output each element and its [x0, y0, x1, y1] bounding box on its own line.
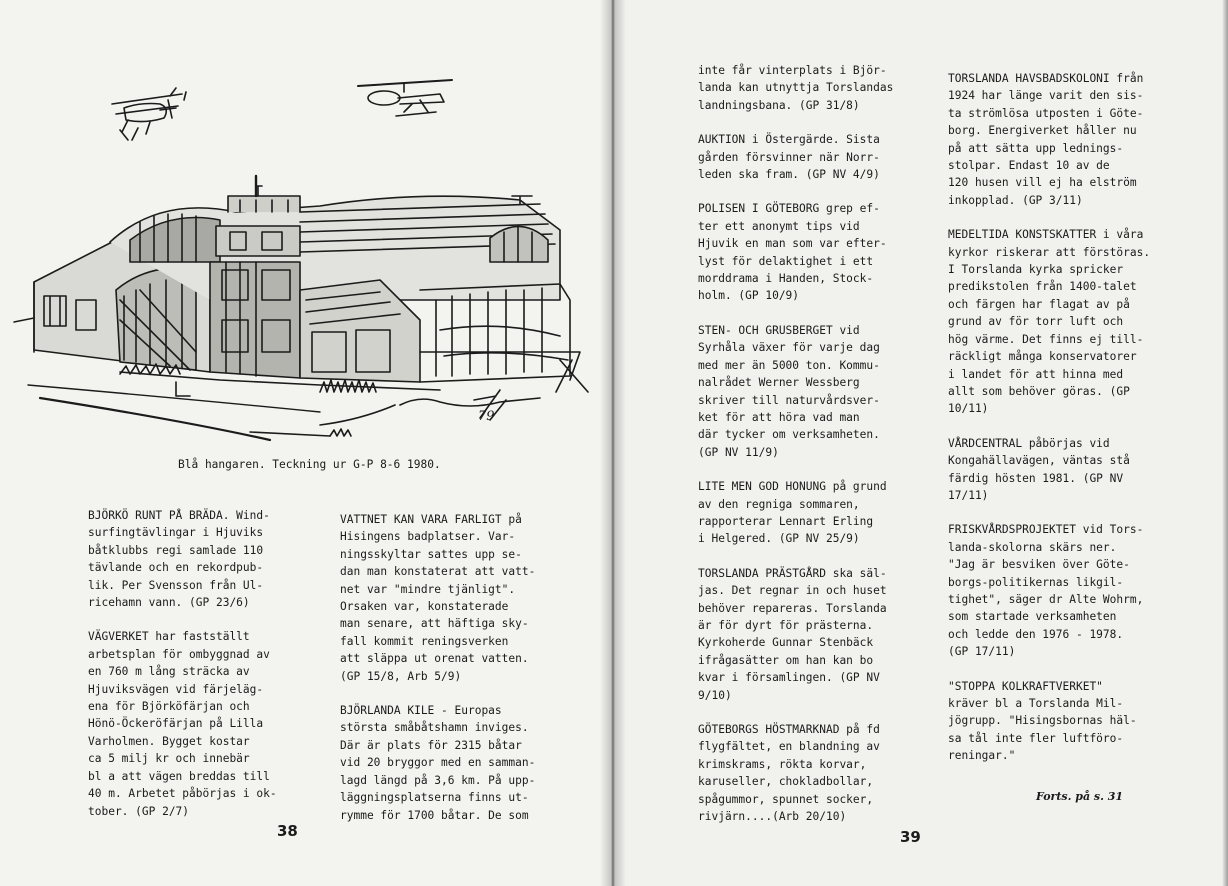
text-line: "STOPPA KOLKRAFTVERKET"	[948, 679, 1103, 693]
text-line: att släppa ut orenat vatten.	[340, 652, 529, 666]
text-line: Orsaken var, konstaterade	[340, 600, 509, 614]
text-line: I Torslanda kyrka spricker	[948, 263, 1124, 277]
signature: 79	[478, 409, 495, 424]
text-line: i landet för att hinna med	[948, 367, 1124, 381]
text-line: Hisingens badplatser. Var-	[340, 530, 516, 544]
text-line: ket för att höra vad man	[698, 410, 860, 424]
text-line: Varholmen. Bygget kostar	[88, 734, 250, 748]
text-line: STEN- OCH GRUSBERGET vid	[698, 323, 860, 337]
news-item	[698, 131, 893, 183]
text-line: jögrupp. "Hisingsbornas häl-	[948, 714, 1137, 728]
text-line: i Helgered. (GP NV 25/9)	[698, 532, 860, 546]
text-line: net var "mindre tjänligt".	[340, 582, 516, 596]
helicopter-icon	[358, 80, 452, 116]
text-line: Syrhåla växer för varje dag	[698, 341, 880, 355]
text-line: läggningsplatserna finns ut-	[340, 791, 529, 805]
right-page-column-1	[698, 62, 893, 842]
text-line: med mer än 5000 ton. Kommu-	[698, 358, 880, 372]
text-line: en 760 m lång sträcka av	[88, 665, 250, 679]
text-line: på att sätta upp lednings-	[948, 141, 1124, 155]
text-line: kvar i församlingen. (GP NV	[698, 671, 880, 685]
text-line: rivjärn....(Arb 20/10)	[698, 810, 847, 824]
text-line: ricehamn vann. (GP 23/6)	[88, 596, 250, 610]
text-line: vid 20 bryggor med en samman-	[340, 756, 536, 770]
text-line: båtklubbs regi samlade 110	[88, 543, 264, 557]
page-number: 38	[277, 822, 298, 840]
text-line: som startade verksamheten	[948, 610, 1117, 624]
left-page	[0, 0, 612, 886]
text-line: 10/11)	[948, 402, 989, 416]
text-line: ta strömlösa utposten i Göte-	[948, 106, 1144, 120]
text-line: krimskrams, rökta korvar,	[698, 757, 867, 771]
news-item	[698, 478, 893, 548]
text-line: karuseller, chokladbollar,	[698, 775, 874, 789]
text-line: och ledde den 1976 - 1978.	[948, 627, 1124, 641]
text-line: fall kommit reningsverken	[340, 634, 509, 648]
text-line: morddrama i Handen, Stock-	[698, 272, 874, 286]
text-line: (GP 15/8, Arb 5/9)	[340, 669, 462, 683]
text-line: stolpar. Endast 10 av de	[948, 159, 1110, 173]
text-line: (GP NV 11/9)	[698, 445, 779, 459]
text-line: Kyrkoherde Gunnar Stenbäck	[698, 636, 874, 650]
text-line: rymme för 1700 båtar. De som	[340, 808, 529, 822]
text-line: lagd längd på 3,6 km. På upp-	[340, 773, 536, 787]
text-line: landningsbana. (GP 31/8)	[698, 98, 860, 112]
text-line: ca 5 milj kr och innebär	[88, 752, 250, 766]
text-line: GÖTEBORGS HÖSTMARKNAD på fd	[698, 723, 880, 736]
text-line: (GP 17/11)	[948, 645, 1016, 659]
text-line: räckligt många konservatorer	[948, 350, 1137, 364]
news-item	[948, 521, 1150, 660]
text-line: lik. Per Svensson från Ul-	[88, 578, 264, 592]
news-item	[698, 565, 893, 704]
text-line: gården försvinner när Norr-	[698, 150, 880, 164]
text-line: landa-skolorna skärs ner.	[948, 540, 1117, 554]
text-line: AUKTION i Östergärde. Sista	[698, 133, 880, 147]
text-line: landa kan utnyttja Torslandas	[698, 81, 894, 95]
text-line: VATTNET KAN VARA FARLIGT på	[340, 513, 522, 526]
text-line: tober. (GP 2/7)	[88, 804, 190, 818]
text-line: FRISKVÅRDSPROJEKTET vid Tors-	[948, 523, 1144, 537]
news-item	[948, 226, 1150, 417]
news-item	[340, 511, 535, 685]
illustration-caption: Blå hangaren. Teckning ur G-P 8-6 1980.	[178, 458, 441, 471]
text-line: holm. (GP 10/9)	[698, 289, 800, 303]
text-line: MEDELTIDA KONSTSKATTER i våra	[948, 228, 1144, 242]
text-line: borgs-politikernas likgil-	[948, 575, 1124, 589]
text-line: ningsskyltar sattes upp se-	[340, 547, 522, 561]
text-line: tighet", säger dr Alte Wohrm,	[948, 592, 1144, 606]
book-gutter	[600, 0, 626, 886]
text-line: kyrkor riskerar att förstöras.	[948, 245, 1151, 259]
text-line: skriver till naturvårdsver-	[698, 393, 880, 407]
page-number: 39	[900, 828, 921, 846]
text-line: kräver bl a Torslanda Mil-	[948, 697, 1124, 710]
text-line: bl a att vägen breddas till	[88, 769, 270, 783]
right-page	[612, 0, 1228, 886]
news-item	[948, 678, 1150, 765]
text-line: reningar."	[948, 749, 1016, 763]
text-line: 120 husen vill ej ha elström	[948, 176, 1137, 190]
news-item	[698, 322, 893, 461]
text-line: av den regniga sommaren,	[698, 497, 860, 511]
text-line: "Jag är besviken över Göte-	[948, 558, 1130, 572]
text-line: sa tål inte fler luftföro-	[948, 731, 1124, 745]
text-line: inte får vinterplats i Björ-	[698, 64, 887, 77]
news-item	[88, 628, 277, 819]
text-line: Där är plats för 2315 båtar	[340, 738, 522, 752]
text-line: färdig hösten 1981. (GP NV	[948, 471, 1124, 485]
right-page-column-2	[948, 70, 1150, 782]
text-line: och färgen har flagat av på	[948, 297, 1130, 311]
text-line: 17/11)	[948, 488, 989, 502]
news-item	[948, 435, 1150, 505]
text-line: 9/10)	[698, 688, 732, 702]
text-line: tävlande och en rekordpub-	[88, 561, 264, 575]
text-line: TORSLANDA HAVSBADSKOLONI från	[948, 72, 1144, 85]
text-line: allt som behöver göras. (GP	[948, 384, 1130, 398]
text-line: största småbåtshamn inviges.	[340, 721, 529, 735]
text-line: hög värme. Det finns ej till-	[948, 332, 1144, 346]
text-line: grund av för torr luft och	[948, 315, 1124, 329]
hangar-illustration	[0, 0, 600, 450]
text-line: leden ska fram. (GP NV 4/9)	[698, 168, 880, 182]
text-line: ena för Björköfärjan och	[88, 700, 250, 714]
text-line: LITE MEN GOD HONUNG på grund	[698, 480, 887, 494]
text-line: 1924 har länge varit den sis-	[948, 89, 1144, 103]
news-item	[88, 507, 277, 611]
text-line: jas. Det regnar in och huset	[698, 584, 887, 598]
text-line: lyst för delaktighet i ett	[698, 254, 874, 268]
text-line: predikstolen från 1400-talet	[948, 280, 1137, 294]
news-item	[698, 721, 893, 825]
text-line: behöver repareras. Torslanda	[698, 601, 887, 615]
text-line: POLISEN I GÖTEBORG grep ef-	[698, 202, 880, 216]
text-line: borg. Energiverket håller nu	[948, 124, 1137, 138]
news-item	[948, 70, 1150, 209]
left-page-column-2	[340, 511, 535, 841]
text-line: spågummor, spunnet socker,	[698, 792, 874, 806]
text-line: surfingtävlingar i Hjuviks	[88, 526, 264, 540]
text-line: är för dyrt för prästerna.	[698, 618, 874, 632]
text-line: nalrådet Werner Wessberg	[698, 376, 860, 390]
text-line: rapporterar Lennart Erling	[698, 514, 874, 528]
text-line: BJÖRLANDA KILE - Europas	[340, 704, 502, 718]
biplane-icon	[112, 88, 186, 140]
text-line: Hjuvik en man som var efter-	[698, 237, 887, 251]
page-edge-shadow	[1222, 0, 1228, 886]
text-line: flygfältet, en blandning av	[698, 740, 880, 754]
text-line: arbetsplan för ombyggnad av	[88, 647, 270, 661]
left-page-column-1	[88, 507, 277, 837]
text-line: inkopplad. (GP 3/11)	[948, 193, 1083, 207]
text-line: ter ett anonymt tips vid	[698, 219, 860, 233]
news-item	[340, 702, 535, 824]
continued-note: Forts. på s. 31	[1036, 790, 1124, 803]
text-line: VÅRDCENTRAL påbörjas vid	[948, 436, 1110, 450]
text-line: 40 m. Arbetet påbörjas i ok-	[88, 787, 277, 801]
text-line: där tycker om verksamheten.	[698, 428, 880, 442]
news-item	[698, 200, 893, 304]
text-line: Kongahällavägen, väntas stå	[948, 454, 1130, 468]
text-line: man senare, att häftiga sky-	[340, 617, 529, 631]
text-line: ifrågasätter om han kan bo	[698, 653, 874, 667]
news-item	[698, 62, 893, 114]
text-line: dan man konstaterat att vatt-	[340, 565, 536, 579]
text-line: BJÖRKÖ RUNT PÅ BRÄDA. Wind-	[88, 509, 270, 522]
text-line: VÄGVERKET har fastställt	[88, 630, 250, 644]
text-line: Hönö-Öckeröfärjan på Lilla	[88, 717, 264, 731]
text-line: TORSLANDA PRÄSTGÅRD ska säl-	[698, 566, 887, 580]
text-line: Hjuviksvägen vid färjeläg-	[88, 682, 264, 696]
